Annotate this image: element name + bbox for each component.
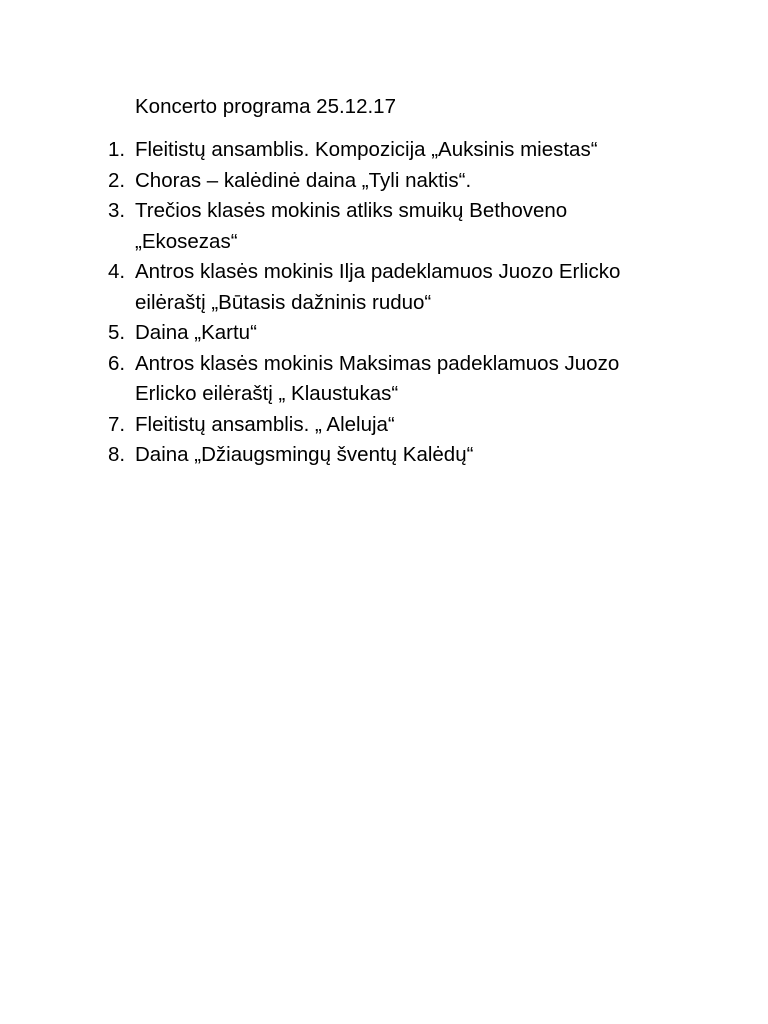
list-item-text: Antros klasės mokinis Maksimas padeklamuos Juozo Erlicko eilėraštį „ Klaustukas“	[135, 351, 620, 405]
program-title: Koncerto programa 25.12.17	[135, 95, 396, 118]
list-item-number: 3.	[108, 199, 126, 222]
list-item-number: 5.	[108, 321, 126, 344]
list-item	[0, 318, 675, 349]
list-item-text: Fleitistų ansamblis. „ Aleluja“	[135, 412, 395, 436]
list-item-number: 7.	[108, 412, 126, 436]
list-item-text: Trečios klasės mokinis atliks smuikų Bethoveno „Ekosezas“	[135, 199, 568, 253]
list-item	[0, 410, 675, 441]
list-item	[0, 196, 675, 257]
list-item-text: Antros klasės mokinis Ilja padeklamuos Juozo Erlicko eilėraštį „Būtasis dažninis ruduo“	[135, 260, 621, 314]
list-item	[0, 166, 675, 197]
list-item	[0, 440, 675, 471]
list-item	[0, 349, 675, 410]
list-item-number: 1.	[108, 138, 126, 161]
list-item-text: Daina „Kartu“	[135, 321, 257, 344]
list-item-number: 6.	[108, 351, 126, 375]
list-item	[0, 135, 675, 166]
list-item-text: Choras – kalėdinė daina „Tyli naktis“.	[135, 168, 472, 192]
list-item-number: 4.	[108, 260, 126, 283]
list-item-text: Fleitistų ansamblis. Kompozicija „Auksinis miestas“	[135, 138, 598, 161]
list-item	[0, 257, 675, 318]
list-item-text: Daina „Džiaugsmingų šventų Kalėdų“	[135, 443, 474, 466]
list-item-number: 2.	[108, 168, 126, 192]
program-list	[0, 135, 768, 471]
list-item-number: 8.	[108, 443, 126, 466]
